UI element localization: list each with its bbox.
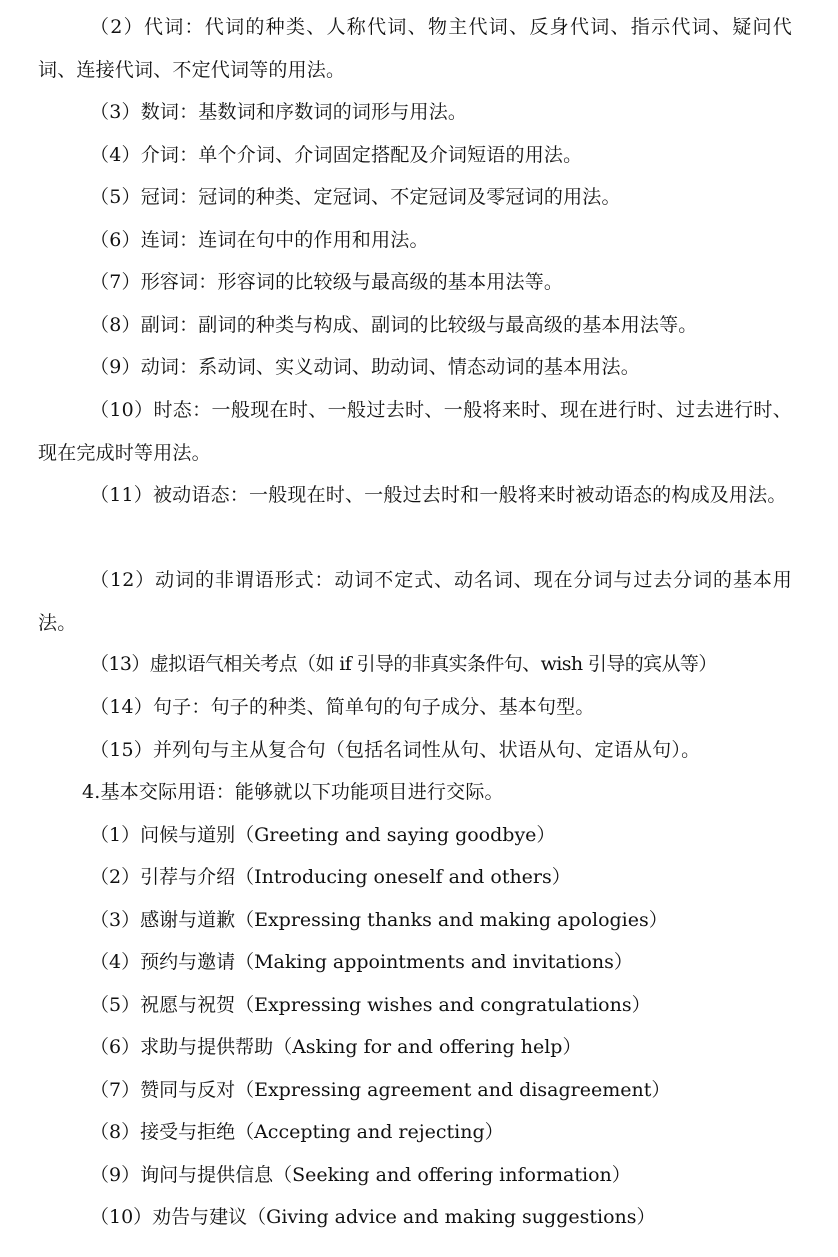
paragraph-compound-sentences: （15）并列句与主从复合句（包括名词性从句、状语从句、定语从句）。 [90,739,701,761]
paragraph-thanks-apologies: （3）感谢与道歉（Expressing thanks and making apologies） [90,909,668,931]
paragraph-information: （9）询问与提供信息（Seeking and offering information） [90,1164,631,1186]
paragraph-greeting: （1）问候与道别（Greeting and saying goodbye） [90,824,556,846]
paragraph-appointments: （4）预约与邀请（Making appointments and invitations） [90,951,633,973]
paragraph-numerals: （3）数词：基数词和序数词的词形与用法。 [90,101,468,123]
paragraph-help: （6）求助与提供帮助（Asking for and offering help） [90,1036,582,1058]
paragraph-prepositions: （4）介词：单个介词、介词固定搭配及介词短语的用法。 [90,144,583,166]
paragraph-non-finite-verbs: （12）动词的非谓语形式：动词不定式、动名词、现在分词与过去分词的基本用法。 [38,569,792,634]
section-heading-communication: 4.基本交际用语：能够就以下功能项目进行交际。 [82,781,504,803]
paragraph-subjunctive: （13）虚拟语气相关考点（如 if 引导的非真实条件句、wish 引导的宾从等） [90,653,717,675]
paragraph-introducing: （2）引荐与介绍（Introducing oneself and others） [90,866,571,888]
paragraph-advice: （10）劝告与建议（Giving advice and making suggestions） [90,1206,656,1228]
paragraph-agreement: （7）赞同与反对（Expressing agreement and disagreement） [90,1079,671,1101]
paragraph-adverbs: （8）副词：副词的种类与构成、副词的比较级与最高级的基本用法等。 [90,314,698,336]
paragraph-passive-voice: （11）被动语态：一般现在时、一般过去时和一般将来时被动语态的构成及用法。 [90,484,787,506]
paragraph-verbs: （9）动词：系动词、实义动词、助动词、情态动词的基本用法。 [90,356,640,378]
paragraph-conjunctions: （6）连词：连词在句中的作用和用法。 [90,229,429,251]
paragraph-wishes: （5）祝愿与祝贺（Expressing wishes and congratulations） [90,994,651,1016]
paragraph-pronouns: （2）代词：代词的种类、人称代词、物主代词、反身代词、指示代词、疑问代词、连接代词、不定代词等的用法。 [38,16,792,81]
paragraph-adjectives: （7）形容词：形容词的比较级与最高级的基本用法等。 [90,271,564,293]
paragraph-accepting: （8）接受与拒绝（Accepting and rejecting） [90,1121,504,1143]
paragraph-sentences: （14）句子：句子的种类、简单句的句子成分、基本句型。 [90,696,595,718]
paragraph-tenses: （10）时态：一般现在时、一般过去时、一般将来时、现在进行时、过去进行时、现在完成时等用法。 [38,399,792,464]
paragraph-articles: （5）冠词：冠词的种类、定冠词、不定冠词及零冠词的用法。 [90,186,621,208]
